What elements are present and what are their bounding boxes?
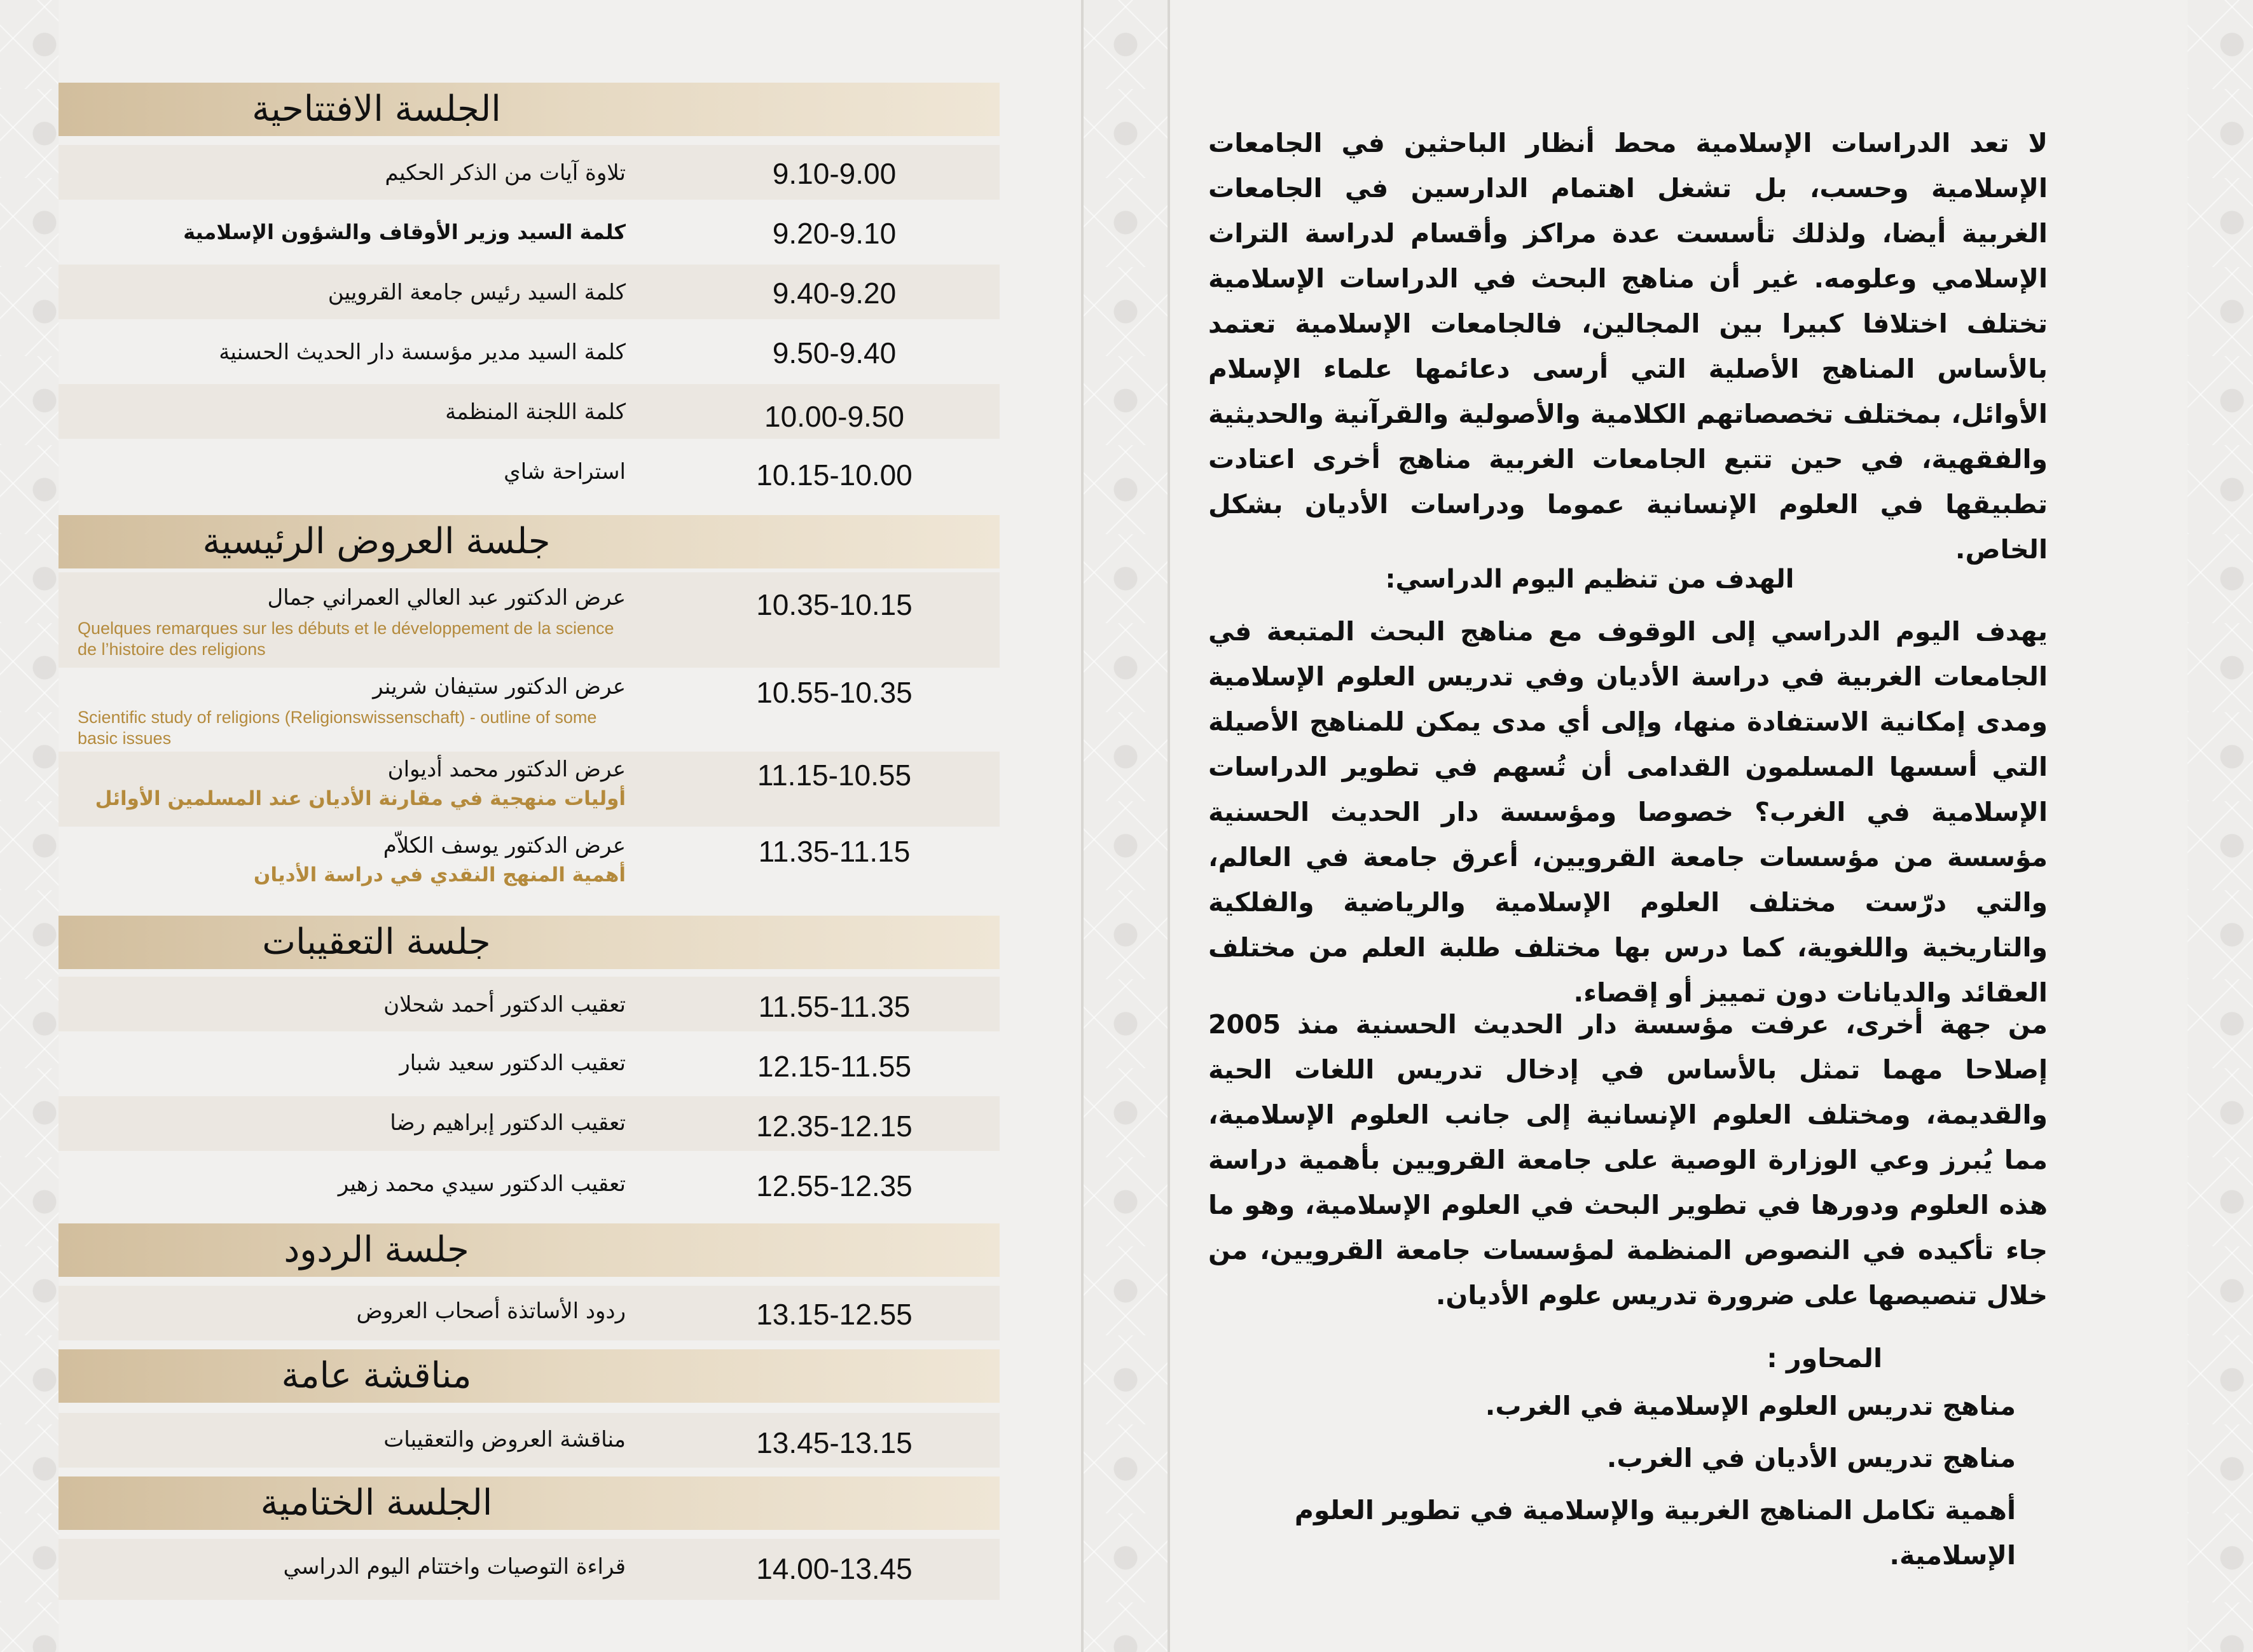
time-slot: 9.20-9.10: [772, 217, 897, 250]
schedule-row: [59, 384, 1000, 439]
session-label: كلمة السيد وزير الأوقاف والشؤون الإسلامية: [183, 220, 626, 244]
section-header: [59, 1349, 1000, 1403]
intro-paragraph: لا تعد الدراسات الإسلامية محط أنظار الباحثين في الجامعات الإسلامية وحسب، بل تشغل اهتمام الدارسين في الجامعات الغربية أيضا، ولذلك تأسست عدة مراكز وأقسام لدراسة التراث الإسلامي وعلومه. غير أن مناهج البحث في الدراسات الإسلامية تختلف اختلافا كبيرا بين المجالين، فالجامعات الإسلامية تعتمد بالأساس المناهج الأصلية التي أرسى دعائمها علماء الإسلام الأوائل، بمختلف تخصصاتهم الكلامية والأصولية والقرآنية والحديثية والفقهية، في حين تتبع الجامعات الغربية مناهج أخرى اعتادت تطبيقها في العلوم الإنسانية عموما ودراسات الأديان بشكل الخاص.: [1208, 128, 2048, 565]
schedule-row: [59, 1156, 1000, 1211]
session-label: ردود الأساتذة أصحاب العروض: [356, 1298, 626, 1324]
time-slot: 11.35-11.15: [758, 835, 911, 868]
schedule-row: [59, 977, 1000, 1031]
axis-item: مناهج تدريس الأديان في الغرب.: [1606, 1443, 2016, 1473]
section-title: جلسة الردود: [284, 1229, 469, 1270]
axis-item: مناهج تدريس العلوم الإسلامية في الغرب.: [1485, 1391, 2016, 1421]
time-slot: 11.55-11.35: [758, 990, 911, 1023]
time-slot: 9.10-9.00: [772, 157, 897, 190]
time-slot: 12.55-12.35: [756, 1169, 913, 1202]
schedule-row: [59, 444, 1000, 499]
speaker-label: عرض الدكتور ستيفان شرينر: [373, 674, 626, 699]
session-label: تعقيب الدكتور إبراهيم رضا: [390, 1110, 626, 1136]
time-slot: 9.40-9.20: [772, 277, 897, 310]
section-title: الجلسة الختامية: [260, 1482, 493, 1524]
schedule-row: [59, 324, 1000, 379]
talk-title: أهمية المنهج النقدي في دراسة الأديان: [253, 864, 626, 886]
time-slot: 13.45-13.15: [756, 1426, 913, 1459]
session-label: تعقيب الدكتور سيدي محمد زهير: [338, 1171, 626, 1197]
schedule-row: [59, 572, 1000, 668]
schedule-row: [59, 827, 1000, 909]
session-label: كلمة اللجنة المنظمة: [445, 399, 626, 425]
schedule-row: [59, 1036, 1000, 1091]
fold-line: [1081, 0, 1084, 1652]
session-label: قراءة التوصيات واختتام اليوم الدراسي: [283, 1554, 626, 1580]
reform-paragraph: من جهة أخرى، عرفت مؤسسة دار الحديث الحسنية منذ 2005 إصلاحا مهما تمثل بالأساس في إدخال تدريس اللغات الحية والقديمة، ومختلف العلوم الإنسانية إلى جانب العلوم الإسلامية، مما يُبرز وعي الوزارة الوصية على جامعة القرويين بأهمية دراسة هذه العلوم ودورها في تطوير البحث في العلوم الإسلامية، وهو ما جاء تأكيده في النصوص المنظمة لمؤسسات جامعة القرويين، من خلال تنصيصها على ضرورة تدريس علوم الأديان.: [1208, 1009, 2048, 1311]
schedule-row: [59, 1539, 1000, 1600]
section-header: [59, 1476, 1000, 1530]
session-label: تلاوة آيات من الذكر الحكيم: [385, 160, 626, 186]
schedule-row: [59, 752, 1000, 827]
schedule-row: [59, 265, 1000, 319]
schedule-row: [59, 1096, 1000, 1151]
section-title: جلسة العروض الرئيسية: [202, 521, 551, 562]
schedule-row: [59, 668, 1000, 752]
left-border-pattern: [0, 0, 59, 1652]
speaker-label: عرض الدكتور يوسف الكلاّم: [383, 833, 626, 858]
session-label: كلمة السيد مدير مؤسسة دار الحديث الحسنية: [219, 340, 626, 365]
center-fold-pattern: [1081, 0, 1170, 1652]
section-title: الجلسة الافتتاحية: [252, 88, 501, 130]
schedule-row: [59, 205, 1000, 259]
time-slot: 10.35-10.15: [756, 588, 913, 621]
axis-item: أهمية تكامل المناهج الغربية والإسلامية في تطوير العلوم الإسلامية.: [1294, 1495, 2016, 1571]
talk-title: Quelques remarques sur les débuts et le développement de la science de l’histoire des religions: [78, 619, 614, 659]
program-panel: [59, 0, 1081, 1652]
right-border-pattern: [2188, 0, 2253, 1652]
session-label: كلمة السيد رئيس جامعة القرويين: [327, 280, 626, 305]
section-header: [59, 1223, 1000, 1277]
session-label: مناقشة العروض والتعقيبات: [383, 1427, 626, 1452]
time-slot: 11.15-10.55: [757, 759, 912, 792]
speaker-label: عرض الدكتور عبد العالي العمراني جمال: [267, 585, 626, 610]
goal-heading: الهدف من تنظيم اليوم الدراسي:: [1385, 565, 1795, 594]
time-slot: 14.00-13.45: [756, 1552, 913, 1585]
session-label: تعقيب الدكتور سعيد شبار: [399, 1050, 626, 1076]
time-slot: 12.15-11.55: [757, 1050, 912, 1083]
session-label: استراحة شاي: [504, 459, 626, 485]
section-header: [59, 916, 1000, 969]
section-title: جلسة التعقيبات: [262, 921, 491, 963]
speaker-label: عرض الدكتور محمد أديوان: [387, 757, 626, 782]
time-slot: 10.55-10.35: [756, 676, 913, 709]
talk-title: أوليات منهجية في مقارنة الأديان عند المسلمين الأوائل: [95, 787, 626, 810]
section-title: مناقشة عامة: [281, 1355, 472, 1396]
section-header: [59, 83, 1000, 136]
section-header: [59, 515, 1000, 568]
time-slot: 13.15-12.55: [756, 1298, 913, 1331]
time-slot: 10.15-10.00: [756, 458, 913, 492]
intro-panel: [1170, 0, 2188, 1652]
schedule-row: [59, 1413, 1000, 1468]
axes-title: المحاور :: [1767, 1343, 1882, 1373]
goal-paragraph: يهدف اليوم الدراسي إلى الوقوف مع مناهج البحث المتبعة في الجامعات الغربية في دراسة الأديان وفي تدريس العلوم الإسلامية ومدى إمكانية الاستفادة منها، وإلى أي مدى يمكن للمناهج الأصيلة التي أسسها المسلمون القدامى أن تُسهم في تطوير الدراسات الإسلامية في الغرب؟ خصوصا ومؤسسة دار الحديث الحسنية مؤسسة من مؤسسات جامعة القرويين، أعرق جامعة في العالم، والتي درّست مختلف العلوم الإسلامية والرياضية والفلكية والتاريخية واللغوية، كما درس بها مختلف طلبة العلم من مختلف العقائد والديانات دون تمييز أو إقصاء.: [1208, 616, 2048, 1008]
time-slot: 9.50-9.40: [772, 336, 897, 369]
time-slot: 12.35-12.15: [756, 1110, 913, 1143]
talk-title: Scientific study of religions (Religionswissenschaft) - outline of some basic issues: [78, 708, 597, 748]
schedule-row: [59, 1286, 1000, 1340]
schedule-row: [59, 145, 1000, 200]
session-label: تعقيب الدكتور أحمد شحلان: [383, 992, 626, 1017]
time-slot: 10.00-9.50: [764, 400, 904, 433]
